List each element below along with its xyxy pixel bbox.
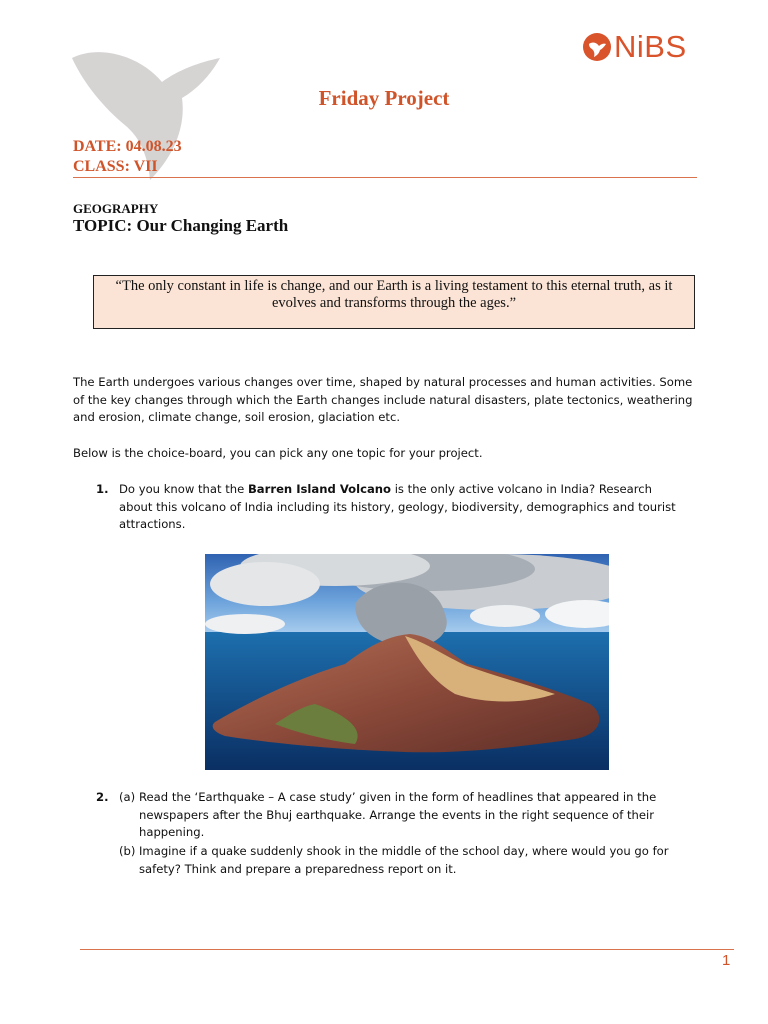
quote-box: “The only constant in life is change, and our Earth is a living testament to this eternal truth, as it evolves and transforms through the ages.” bbox=[93, 275, 695, 329]
footer-divider bbox=[80, 949, 734, 950]
nibs-logo-icon bbox=[582, 32, 612, 62]
header-divider bbox=[73, 177, 697, 178]
page-title: Friday Project bbox=[318, 86, 450, 110]
item-text-end: is the only active volcano in India? Research about this volcano of India including its history, geology, biodiversity, demographics and tourist attractions. bbox=[119, 482, 676, 531]
topic-heading: TOPIC: Our Changing Earth bbox=[73, 216, 289, 235]
class-label: CLASS: VII bbox=[73, 158, 158, 175]
logo-text: NiBS bbox=[614, 29, 687, 64]
volcano-island-photo bbox=[205, 554, 609, 770]
date-class-block bbox=[73, 137, 182, 177]
intro-paragraph: The Earth undergoes various changes over time, shaped by natural processes and human activities. Some of the key changes through which the Earth changes include natural disasters, plate tectonics, weathering and erosion, climate change, soil erosion, glaciation etc. bbox=[73, 375, 693, 424]
item-number: 1. bbox=[96, 482, 109, 496]
page-number: 1 bbox=[722, 952, 731, 969]
item-number: 2. bbox=[96, 790, 109, 804]
date-label: DATE: 04.08.23 bbox=[73, 138, 182, 155]
sub-item-label: (a) bbox=[119, 790, 136, 804]
item-text bbox=[119, 481, 689, 534]
subject-heading: GEOGRAPHY bbox=[73, 201, 159, 216]
nibs-logo bbox=[582, 30, 687, 64]
item-text-start: Do you know that the bbox=[119, 482, 248, 496]
choice-paragraph: Below is the choice-board, you can pick any one topic for your project. bbox=[73, 446, 483, 460]
item-bold-text: Barren Island Volcano bbox=[247, 482, 392, 496]
sub-item-label: (b) bbox=[119, 844, 136, 858]
sub-item-text: Imagine if a quake suddenly shook in the middle of the school day, where would you go for safety? Think and prepare a preparedness report on it. bbox=[139, 844, 669, 876]
sub-item-text: Read the ‘Earthquake – A case study’ given in the form of headlines that appeared in the newspapers after the Bhuj earthquake. Arrange the events in the right sequence of their happening. bbox=[139, 790, 657, 839]
